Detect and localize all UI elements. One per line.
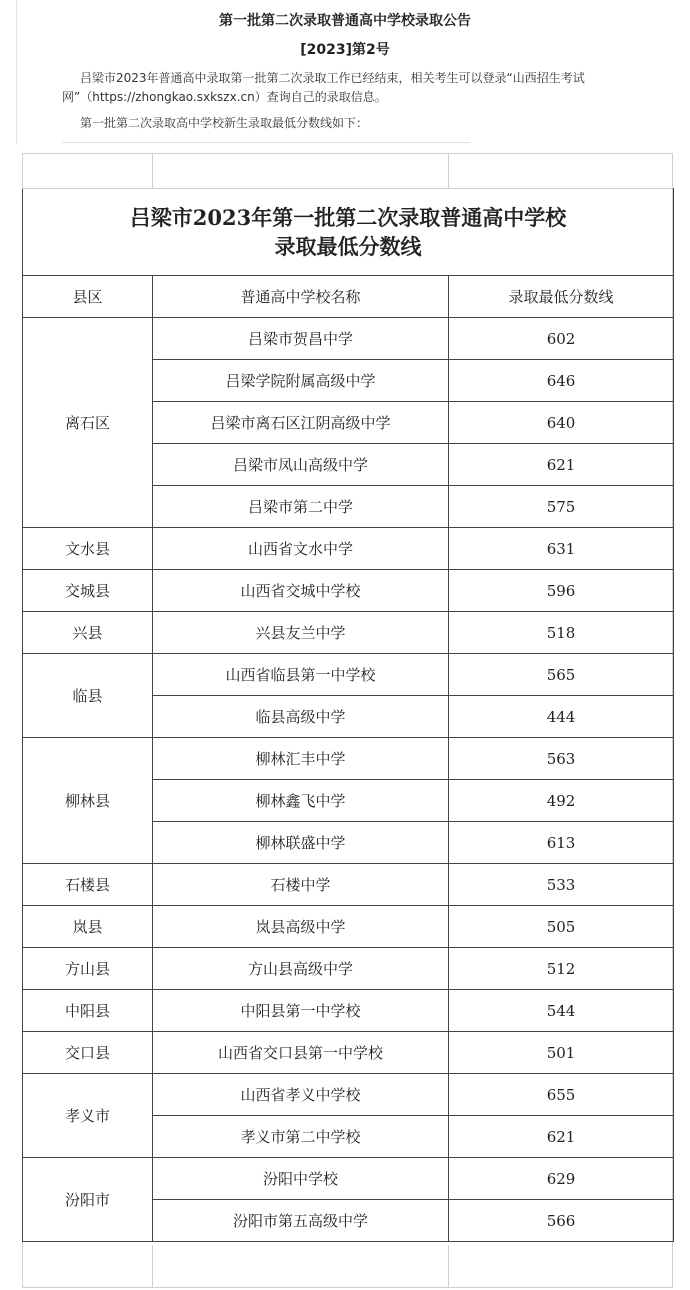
score-cell: 566: [449, 1200, 674, 1242]
county-cell: 离石区: [23, 318, 153, 528]
header-school: 普通高中学校名称: [153, 276, 449, 318]
score-cell: 631: [449, 528, 674, 570]
table-row: [23, 654, 674, 696]
score-cell: 533: [449, 864, 674, 906]
school-name-cell: 吕梁市凤山高级中学: [153, 444, 449, 486]
school-name-cell: 吕梁市第二中学: [153, 486, 449, 528]
county-cell: 石楼县: [23, 864, 153, 906]
score-cell: 518: [449, 612, 674, 654]
county-cell: 文水县: [23, 528, 153, 570]
table-row: [23, 738, 674, 780]
county-cell: 汾阳市: [23, 1158, 153, 1242]
score-cell: 444: [449, 696, 674, 738]
school-name-cell: 山西省交城中学校: [153, 570, 449, 612]
frame-col-line: [448, 153, 449, 188]
table-row: [23, 948, 674, 990]
header-score: 录取最低分数线: [449, 276, 674, 318]
score-cell: 629: [449, 1158, 674, 1200]
header-county: 县区: [23, 276, 153, 318]
notice-title: 第一批第二次录取普通高中学校录取公告: [219, 13, 471, 29]
score-cell: 492: [449, 780, 674, 822]
score-cell: 646: [449, 360, 674, 402]
table-row: [23, 990, 674, 1032]
county-cell: 方山县: [23, 948, 153, 990]
school-name-cell: 柳林鑫飞中学: [153, 780, 449, 822]
score-cell: 505: [449, 906, 674, 948]
county-cell: 岚县: [23, 906, 153, 948]
table-row: [23, 612, 674, 654]
county-cell: 交口县: [23, 1032, 153, 1074]
frame-col-line: [152, 153, 153, 188]
score-cell: 621: [449, 444, 674, 486]
school-name-cell: 中阳县第一中学校: [153, 990, 449, 1032]
score-cell: 621: [449, 1116, 674, 1158]
school-name-cell: 吕梁学院附属高级中学: [153, 360, 449, 402]
frame-col-line: [152, 1245, 153, 1288]
score-cell: 565: [449, 654, 674, 696]
table-header-row: [23, 276, 674, 318]
frame-col-line: [448, 1245, 449, 1288]
county-cell: 兴县: [23, 612, 153, 654]
school-name-cell: 兴县友兰中学: [153, 612, 449, 654]
table-row: [23, 1032, 674, 1074]
table-row: [23, 528, 674, 570]
county-cell: 交城县: [23, 570, 153, 612]
school-name-cell: 山西省临县第一中学校: [153, 654, 449, 696]
county-cell: 中阳县: [23, 990, 153, 1032]
county-cell: 孝义市: [23, 1074, 153, 1158]
score-cell: 613: [449, 822, 674, 864]
table-row: [23, 864, 674, 906]
school-name-cell: 吕梁市贺昌中学: [153, 318, 449, 360]
school-name-cell: 岚县高级中学: [153, 906, 449, 948]
school-name-cell: 山西省交口县第一中学校: [153, 1032, 449, 1074]
notice-divider: [62, 142, 470, 143]
score-cell: 544: [449, 990, 674, 1032]
school-name-cell: 方山县高级中学: [153, 948, 449, 990]
school-name-cell: 汾阳市第五高级中学: [153, 1200, 449, 1242]
table-row: [23, 1158, 674, 1200]
score-table: [22, 188, 674, 1242]
table-title-line1: 吕梁市2023年第一批第二次录取普通高中学校: [129, 205, 567, 230]
school-name-cell: 孝义市第二中学校: [153, 1116, 449, 1158]
school-name-cell: 柳林联盛中学: [153, 822, 449, 864]
county-cell: 柳林县: [23, 738, 153, 864]
school-name-cell: 柳林汇丰中学: [153, 738, 449, 780]
table-row: [23, 906, 674, 948]
school-name-cell: 汾阳中学校: [153, 1158, 449, 1200]
table-row: [23, 1074, 674, 1116]
school-name-cell: 山西省文水中学: [153, 528, 449, 570]
table-title: [23, 189, 674, 276]
score-cell: 563: [449, 738, 674, 780]
frame-bottom-line: [22, 1287, 673, 1288]
table-row: [23, 318, 674, 360]
table-title-line2: 录取最低分数线: [274, 234, 422, 259]
frame-top-line: [22, 153, 673, 154]
school-name-cell: 吕梁市离石区江阴高级中学: [153, 402, 449, 444]
notice-number: [2023]第2号: [300, 42, 390, 58]
score-cell: 596: [449, 570, 674, 612]
score-cell: 655: [449, 1074, 674, 1116]
notice-paragraph: 吕梁市2023年普通高中录取第一批第二次录取工作已经结束，相关考生可以登录“山西招生考试网”（https://zhongkao.sxkszx.cn）查询自己的录取信息。: [62, 71, 585, 104]
school-name-cell: 山西省孝义中学校: [153, 1074, 449, 1116]
score-cell: 602: [449, 318, 674, 360]
table-row: [23, 570, 674, 612]
score-cell: 501: [449, 1032, 674, 1074]
score-cell: 640: [449, 402, 674, 444]
school-name-cell: 石楼中学: [153, 864, 449, 906]
school-name-cell: 临县高级中学: [153, 696, 449, 738]
score-cell: 575: [449, 486, 674, 528]
notice-intro-line: 第一批第二次录取高中学校新生录取最低分数线如下：: [80, 116, 369, 130]
score-cell: 512: [449, 948, 674, 990]
county-cell: 临县: [23, 654, 153, 738]
